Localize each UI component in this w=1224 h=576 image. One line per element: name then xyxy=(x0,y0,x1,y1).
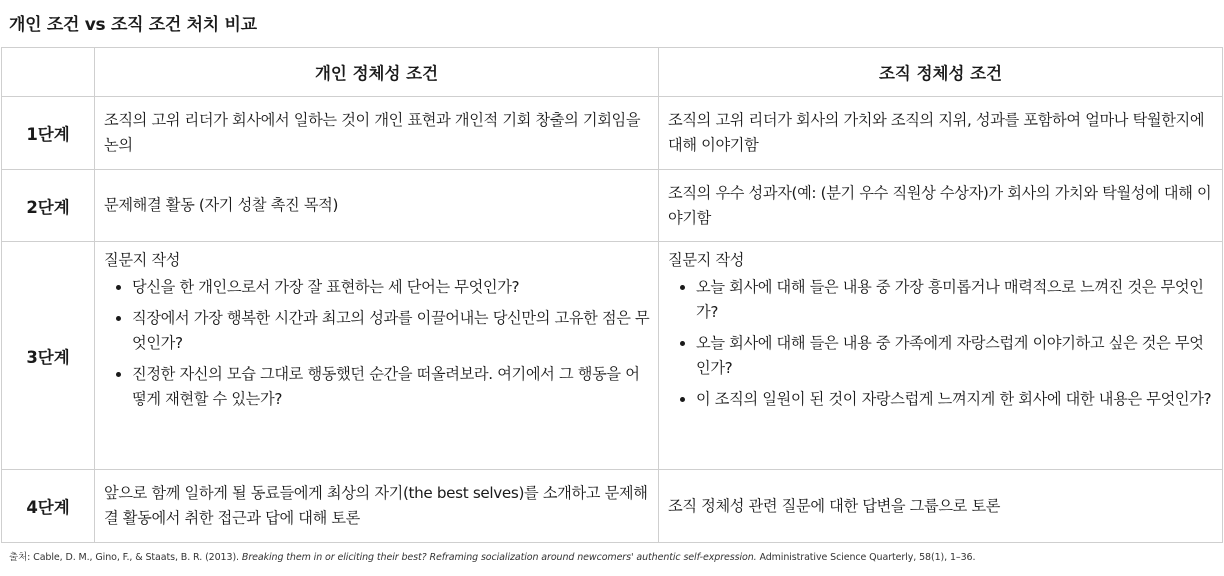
question-item: • 진정한 자신의 모습 그대로 행동했던 순간을 떠올려보라. 여기에서 그 행동을 어떻게 재현할 수 있는가? xyxy=(132,362,650,412)
source-citation xyxy=(9,549,975,563)
organization-cell xyxy=(659,242,1223,470)
stage-label: 3단계 xyxy=(2,242,95,470)
question-item: • 오늘 회사에 대해 들은 내용 중 가족에게 자랑스럽게 이야기하고 싶은 것은 무엇인가? xyxy=(696,331,1214,381)
individual-cell: 앞으로 함께 일하게 될 동료들에게 최상의 자기(the best selves)를 소개하고 문제해결 활동에서 취한 접근과 답에 대해 토론 xyxy=(95,470,659,543)
question-item: • 오늘 회사에 대해 들은 내용 중 가장 흥미롭거나 매력적으로 느껴진 것은 무엇인가? xyxy=(696,275,1214,325)
individual-cell: 조직의 고위 리더가 회사에서 일하는 것이 개인 표현과 개인적 기회 창출의 기회임을 논의 xyxy=(95,97,659,170)
header-corner xyxy=(2,48,95,97)
source-suffix: Administrative Science Quarterly, 58(1), 1–36. xyxy=(756,552,976,563)
source-title: Breaking them in or eliciting their best? Reframing socialization around newcomers' authentic self-expression. xyxy=(241,552,757,563)
header-row xyxy=(2,48,1223,97)
individual-cell xyxy=(95,242,659,470)
questionnaire-label: 질문지 작성 xyxy=(668,251,745,269)
source-prefix: 출처: Cable, D. M., Gino, F., & Staats, B. R. (2013). xyxy=(9,552,242,563)
question-list xyxy=(104,275,650,412)
question-item: • 이 조직의 일원이 된 것이 자랑스럽게 느껴지게 한 회사에 대한 내용은 무엇인가? xyxy=(696,387,1214,412)
question-item: • 직장에서 가장 행복한 시간과 최고의 성과를 이끌어내는 당신만의 고유한 점은 무엇인가? xyxy=(132,306,650,356)
question-item: • 당신을 한 개인으로서 가장 잘 표현하는 세 단어는 무엇인가? xyxy=(132,275,650,300)
questionnaire-label: 질문지 작성 xyxy=(104,251,181,269)
table-title: 개인 조건 vs 조직 조건 처치 비교 xyxy=(9,15,257,35)
header-organization: 조직 정체성 조건 xyxy=(659,48,1223,97)
table-row xyxy=(2,470,1223,543)
individual-cell: 문제해결 활동 (자기 성찰 촉진 목적) xyxy=(95,170,659,242)
question-list xyxy=(668,275,1214,412)
stage-label: 1단계 xyxy=(2,97,95,170)
comparison-table xyxy=(1,47,1223,543)
organization-cell: 조직의 고위 리더가 회사의 가치와 조직의 지위, 성과를 포함하여 얼마나 탁월한지에 대해 이야기함 xyxy=(659,97,1223,170)
table-row xyxy=(2,97,1223,170)
header-individual: 개인 정체성 조건 xyxy=(95,48,659,97)
stage-label: 4단계 xyxy=(2,470,95,543)
table-row xyxy=(2,170,1223,242)
organization-cell: 조직 정체성 관련 질문에 대한 답변을 그룹으로 토론 xyxy=(659,470,1223,543)
table-row xyxy=(2,242,1223,470)
organization-cell: 조직의 우수 성과자(예: (분기 우수 직원상 수상자)가 회사의 가치와 탁월성에 대해 이야기함 xyxy=(659,170,1223,242)
stage-label: 2단계 xyxy=(2,170,95,242)
